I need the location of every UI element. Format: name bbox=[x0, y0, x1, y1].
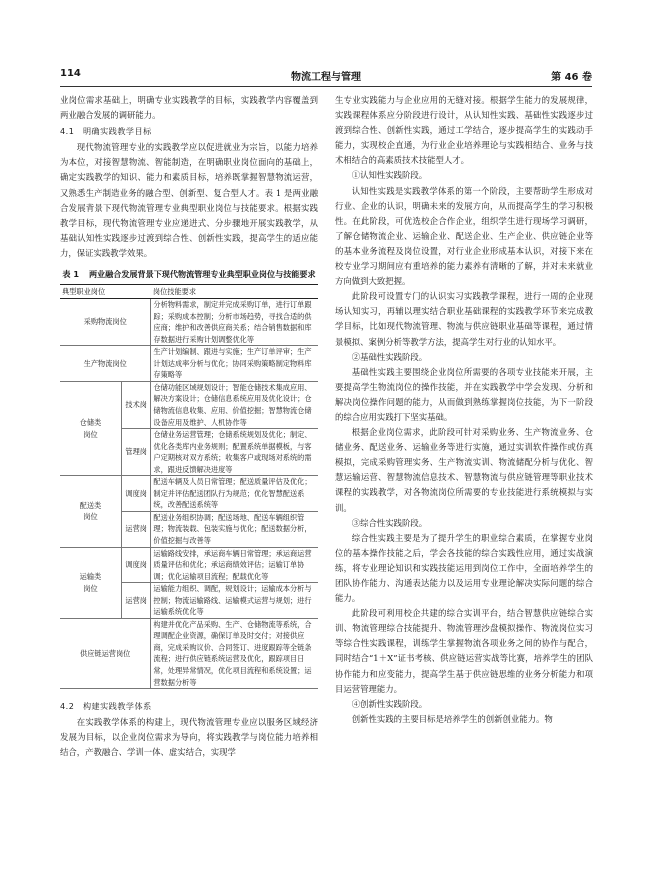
table-row bbox=[60, 476, 318, 512]
skill-requirement: 构建并优化产品采购、生产、仓储物流等系统，合理调配企业资源，确保订单及时交付；对接供应商，完成采购议价、合同签订、进度跟踪等全链条流程；进行供应链系统运营及优化，跟踪项目日常，处理异常情况，优化项目流程和系统设置；运营数据分析等 bbox=[151, 618, 318, 688]
stage-heading: ①认知性实践阶段。 bbox=[351, 170, 428, 181]
table-row bbox=[60, 346, 318, 382]
right-column bbox=[335, 93, 593, 727]
paragraph: 在实践教学体系的构建上，现代物流管理专业应以服务区域经济发展为目标，以企业岗位需求为导向，将实践教学与岗位能力培养相结合，产教融合、学训一体、虚实结合，实现学 bbox=[60, 717, 318, 758]
header-rule bbox=[60, 86, 592, 87]
table-caption bbox=[60, 267, 318, 281]
table-row bbox=[60, 618, 318, 688]
table-row bbox=[60, 381, 318, 428]
paragraph: 此阶段可设置专门的认识实习实践教学课程，进行一周的企业现场认知实习，再辅以理实结合职业基础课程的实践教学环节来完成教学目标，比如现代物流管理、物流与供应链职业基础等课程，通过情景模拟、案例分析等教学方法，提高学生对行业的认知水平。 bbox=[335, 291, 593, 347]
paragraph: 生专业实践能力与企业应用的无缝对接。根据学生能力的发展规律，实践课程体系应分阶段进行设计，从认知性实践、基础性实践逐步过渡到综合性、创新性实践，通过工学结合，逐步提高学生的实践动手能力，实现校企直通，为行业企业培养理论与实践相结合、业务与技术相结合的高素质技术技能型人才。 bbox=[335, 95, 593, 166]
paragraph: 现代物流管理专业的实践教学应以促进就业为宗旨，以能力培养为本位，对接智慧物流、智能制造，在明确职业岗位面向的基础上，确定实践教学的知识、能力和素质目标，培养既掌握智慧物流运营，又熟悉生产制造业务的融合型、创新型、复合型人才。表 1 是两业融合发展背景下现代物流管理专业典型职业岗位与技能要求。根据实践教学目标，现代物流管理专业应递进式、分步骤地开展实践教学，从基础认知性实践逐步过渡到综合性、创新性实践，提高学生的适应能力，保证实践教学效果。 bbox=[60, 142, 318, 258]
job-category: 仓储类 岗位 bbox=[60, 381, 121, 475]
paragraph: 基础性实践主要围绕企业岗位所需要的各项专业技能来开展，主要提高学生物流岗位的操作技能，并在实践教学中学会发现、分析和解决岗位操作问题的能力，从而做到熟练掌握岗位技能，为下一阶段的综合应用实践打下坚实基础。 bbox=[335, 366, 593, 422]
table-header-job: 典型职业岗位 bbox=[60, 285, 151, 299]
skill-requirement: 仓储业务运营管理；仓储系统规划及优化；制定、优化各类库内业务规则；配置系统单据模板，与客户定期核对双方系统；收集客户或现场对系统的需求，跟进反馈解决进度等 bbox=[151, 429, 318, 476]
paragraph: 认知性实践是实践教学体系的第一个阶段，主要帮助学生形成对行业、企业的认识，明确未来的发展方向，从而提高学生的学习积极性。在此阶段，可优选校企合作企业，组织学生进行现场学习调研，了解仓储物流企业、运输企业、配送企业、生产企业、供应链企业等的基本业务流程及岗位设置，对行业企业形成基本认识，对接下来在校专业学习期间应有重培养的能力素养有清晰的了解，并对未来就业方向做到大致把握。 bbox=[335, 185, 593, 287]
job-category: 运输类 岗位 bbox=[60, 547, 121, 618]
job-subcategory: 运营岗 bbox=[121, 583, 150, 619]
table-header-skill: 岗位技能要求 bbox=[151, 285, 318, 299]
paragraph: 根据企业岗位需求，此阶段可针对采购业务、生产物流业务、仓储业务、配送业务、运输业务等进行实施，通过实训软件操作或仿真模拟，完成采购管理实务、生产物流实训、物流储配分析与优化、智慧运输运营、智慧物流信息技术、智慧物流与供应链管理等职业技术课程的实践教学，对各物流岗位所需要的专业技能进行系统模拟与实训。 bbox=[335, 427, 593, 513]
job-category: 生产物流岗位 bbox=[60, 346, 151, 382]
job-category: 供应链运营岗位 bbox=[60, 618, 151, 688]
skill-requirement: 生产计划编制、跟进与实施；生产订单评审；生产计划达成率分析与优化；协同采购策略制定物料库存策略等 bbox=[151, 346, 318, 382]
job-subcategory: 管理岗 bbox=[121, 429, 150, 476]
job-subcategory: 调度岗 bbox=[121, 547, 150, 583]
journal-title: 物流工程与管理 bbox=[291, 72, 361, 83]
paragraph: 综合性实践主要是为了提升学生的职业综合素质，在掌握专业岗位的基本操作技能之后，学会各技能的综合实践性应用，通过实战演练，将专业理论知识和实践技能运用到岗位工作中，全面培养学生的团队协作能力、沟通表达能力以及运用专业理论解决实际问题的综合能力。 bbox=[335, 532, 593, 604]
table-row bbox=[60, 299, 318, 346]
job-category: 采购物流岗位 bbox=[60, 299, 151, 346]
left-column bbox=[60, 93, 318, 760]
table-caption-text: 两业融合发展背景下现代物流管理专业典型职业岗位与技能要求 bbox=[88, 269, 316, 280]
job-subcategory: 技术岗 bbox=[121, 381, 150, 428]
section-heading-4-1: 4.1 明确实践教学目标 bbox=[60, 126, 152, 137]
job-subcategory: 调度岗 bbox=[121, 476, 150, 512]
paragraph: 业岗位需求基础上，明确专业实践教学的目标，实践教学内容覆盖到两业融合发展的调研能力。 bbox=[60, 95, 318, 121]
stage-heading: ③综合性实践阶段。 bbox=[351, 517, 428, 528]
skill-requirement: 配送车辆及人员日常管理；配送质量评估及优化；制定并评估配送团队行为规范；优化智慧配送系统，改善配送系统等 bbox=[151, 476, 318, 512]
stage-heading: ②基础性实践阶段。 bbox=[351, 351, 428, 362]
skill-requirement: 仓储功能区域规划设计；智能仓储技术集成应用、解决方案设计；仓储信息系统应用及优化设计；仓储物流信息收集、应用、价值挖掘；智慧物流仓储设备应用及维护、人机协作等 bbox=[151, 381, 318, 428]
paragraph: 此阶段可利用校企共建的综合实训平台，结合智慧供应链综合实训、物流管理综合技能提升、物流管理沙盘模拟操作、物流岗位实习等综合性实践课程，训练学生掌握物流各项业务之间的协作与配合，同时结合“1＋X”证书考核、供应链运营实战等比赛，培养学生的团队协作能力和应变能力，提高学生基于供应链思维的业务分析能力和项目运营管理能力。 bbox=[335, 608, 593, 694]
skill-requirement: 配送业务组织协调；配送场地、配送车辆组织管理；物流装载、包装实施与优化；配送数据分析，价值挖掘与改善等 bbox=[151, 511, 318, 547]
paragraph: 创新性实践的主要目标是培养学生的创新创业能力。物 bbox=[351, 713, 553, 724]
running-header bbox=[60, 68, 592, 84]
table-caption-number: 表 1 bbox=[62, 269, 79, 280]
skill-requirement: 运输能力组织、调配，规划设计；运输成本分析与控制；物流运输路线、运输模式运营与规划；进行运输系统优化等 bbox=[151, 583, 318, 619]
job-skill-table bbox=[60, 284, 318, 689]
job-category: 配送类 岗位 bbox=[60, 476, 121, 547]
table-row bbox=[60, 547, 318, 583]
job-subcategory: 运营岗 bbox=[121, 511, 150, 547]
skill-requirement: 分析物料需求，制定并完成采购订单，进行订单跟踪；采购成本控制；分析市场趋势，寻找合适的供应商；维护和改善供应商关系；结合销售数据和库存数据进行采购计划调整优化等 bbox=[151, 299, 318, 346]
section-heading-4-2: 4.2 构建实践教学体系 bbox=[60, 701, 152, 712]
table-header-row bbox=[60, 285, 318, 299]
volume-label: 第 46 卷 bbox=[551, 72, 592, 83]
skill-requirement: 运输路线安排，承运商车辆日常管理；承运商运营质量评估和优化；承运商绩效评估；运输订单协调；优化运输项目流程；配载优化等 bbox=[151, 547, 318, 583]
page-number: 114 bbox=[60, 68, 81, 79]
stage-heading: ④创新性实践阶段。 bbox=[351, 698, 428, 709]
